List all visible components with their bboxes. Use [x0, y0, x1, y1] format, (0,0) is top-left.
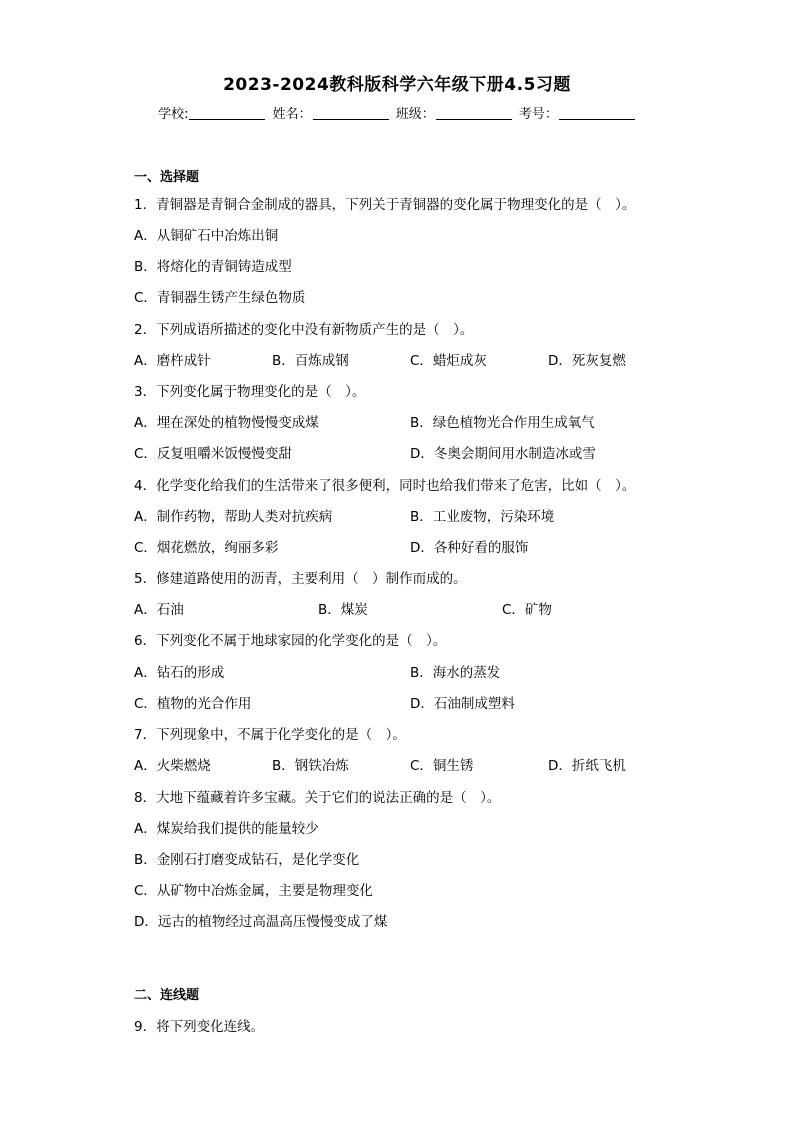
- name-blank[interactable]: [313, 106, 389, 120]
- question-6-stem: 6．下列变化不属于地球家园的化学变化的是（ ）。: [134, 633, 447, 649]
- question-7-option-a: A．火柴燃烧: [134, 758, 211, 774]
- question-8-stem: 8．大地下蕴藏着许多宝藏。关于它们的说法正确的是（ ）。: [134, 790, 501, 806]
- question-5-stem: 5．修建道路使用的沥青，主要利用（ ）制作而成的。: [134, 571, 467, 587]
- question-7-stem: 7．下列现象中，不属于化学变化的是（ ）。: [134, 727, 406, 743]
- question-2-option-a: A．磨杵成针: [134, 353, 211, 369]
- question-7-option-d: D．折纸飞机: [548, 758, 626, 774]
- question-9-stem: 9．将下列变化连线。: [134, 1019, 265, 1035]
- question-2-option-c: C．蜡炬成灰: [410, 353, 487, 369]
- question-4-option-a: A．制作药物，帮助人类对抗疾病: [134, 509, 333, 525]
- question-5-option-a: A．石油: [134, 602, 184, 618]
- question-5-option-b: B．煤炭: [318, 602, 368, 618]
- question-1-stem: 1．青铜器是青铜合金制成的器具，下列关于青铜器的变化属于物理变化的是（ ）。: [134, 197, 636, 213]
- name-label: 姓名：: [272, 107, 312, 122]
- question-3-option-d: D．冬奥会期间用水制造冰或雪: [410, 446, 596, 462]
- school-blank[interactable]: [189, 106, 265, 120]
- question-2-option-d: D．死灰复燃: [548, 353, 626, 369]
- question-3-stem: 3．下列变化属于物理变化的是（ ）。: [134, 384, 366, 400]
- question-3-option-b: B．绿色植物光合作用生成氧气: [410, 415, 595, 431]
- question-4-option-c: C．烟花燃放，绚丽多彩: [134, 540, 279, 556]
- class-label: 班级：: [395, 107, 435, 122]
- question-1-option-a: A．从铜矿石中冶炼出铜: [134, 228, 279, 244]
- question-4-stem: 4．化学变化给我们的生活带来了很多便利，同时也给我们带来了危害，比如（ ）。: [134, 478, 636, 494]
- school-label: 学校:: [158, 107, 189, 122]
- question-7-option-c: C．铜生锈: [410, 758, 474, 774]
- question-6-option-d: D．石油制成塑料: [410, 696, 515, 712]
- question-6-option-a: A．钻石的形成: [134, 665, 225, 681]
- question-1-option-c: C．青铜器生锈产生绿色物质: [134, 290, 306, 306]
- question-5-option-c: C．矿物: [502, 602, 552, 618]
- section-heading-matching: 二、连线题: [134, 988, 200, 1003]
- student-info-line: [0, 103, 794, 122]
- question-1-option-b: B．将熔化的青铜铸造成型: [134, 259, 292, 275]
- question-8-option-d: D．远古的植物经过高温高压慢慢变成了煤: [134, 914, 388, 930]
- question-4-option-b: B．工业废物，污染环境: [410, 509, 555, 525]
- question-3-option-c: C．反复咀嚼米饭慢慢变甜: [134, 446, 292, 462]
- question-8-option-c: C．从矿物中冶炼金属，主要是物理变化: [134, 883, 373, 899]
- class-blank[interactable]: [436, 106, 512, 120]
- question-2-stem: 2．下列成语所描述的变化中没有新物质产生的是（ ）。: [134, 322, 474, 338]
- page-title: 2023-2024教科版科学六年级下册4.5习题: [223, 75, 571, 95]
- question-8-option-b: B．金刚石打磨变成钻石，是化学变化: [134, 852, 360, 868]
- question-3-option-a: A．埋在深处的植物慢慢变成煤: [134, 415, 319, 431]
- question-6-option-b: B．海水的蒸发: [410, 665, 501, 681]
- question-2-option-b: B．百炼成钢: [272, 353, 349, 369]
- question-7-option-b: B．钢铁冶炼: [272, 758, 349, 774]
- question-8-option-a: A．煤炭给我们提供的能量较少: [134, 821, 319, 837]
- exam-number-blank[interactable]: [559, 106, 635, 120]
- exam-number-label: 考号：: [518, 107, 558, 122]
- question-4-option-d: D．各种好看的服饰: [410, 540, 529, 556]
- question-6-option-c: C．植物的光合作用: [134, 696, 252, 712]
- section-heading-choice: 一、选择题: [134, 170, 200, 185]
